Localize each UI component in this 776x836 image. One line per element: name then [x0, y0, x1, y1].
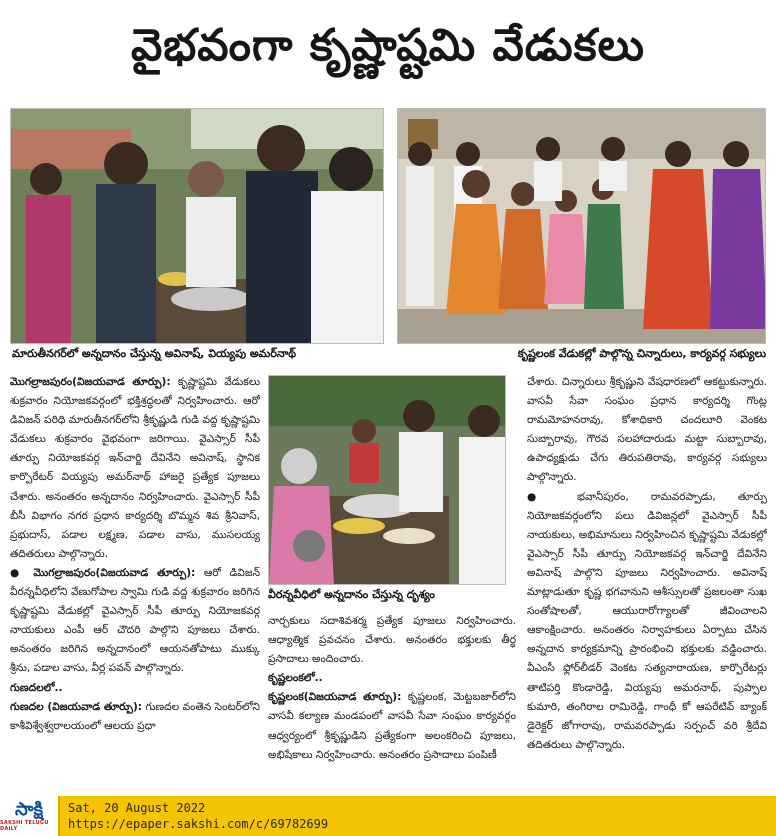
photo-krishnalanka-image — [398, 109, 766, 344]
subhead-krishnalanka: కృష్ణలంకలో.. — [268, 672, 323, 685]
left-p1-dateline: మొగల్రాజపురం(విజయవాడ తూర్పు): — [10, 376, 171, 388]
subhead-gunadala: గుణదలలో.. — [10, 681, 63, 694]
photo-marutinagar-image — [11, 109, 384, 344]
center-paragraph-1: నార్చకులు సదాశివశర్మ ప్రత్యేక పూజలు నిర్వహించారు. ఆధ్యాత్మిక ప్రవచనం చేశారు. అనంతరం భక్తులకు తీర్థ ప్రసాదాలు అందించారు. — [268, 615, 516, 666]
photo-veerannaveedhi-image — [269, 376, 506, 585]
center-p3-text: కృష్ణలంక, మెట్టబజార్‌లోని వాసవీ కల్యాణ మండపంలో వాసవీ సేవా సంఘం కార్యవర్గం ఆధ్వర్యంలో శ్రీకృష్ణుడిని ప్రత్యేకంగా అలంకరించి పూజలు, అభిషేకాలు నిర్వహించారు. అనంతరం ప్రసాదాలు పంపిణీ — [268, 691, 516, 761]
sakshi-logo-text: సాక్షి — [15, 799, 43, 820]
left-paragraph-2 — [10, 564, 260, 679]
photo-marutinagar — [10, 108, 384, 344]
sakshi-logo[interactable] — [0, 796, 60, 836]
center-paragraph-3 — [268, 688, 516, 764]
photo-veerannaveedhi — [268, 375, 506, 585]
left-paragraph-1 — [10, 373, 260, 564]
caption-right-photo: కృష్ణలంక వేడుకల్లో పాల్గొన్న చిన్నారులు, కార్యవర్గ సభ్యులు — [517, 347, 766, 360]
left-paragraph-4 — [10, 698, 260, 736]
left-p1-text: కృష్ణాష్టమి వేడుకలు శుక్రవారం నియోజకవర్గంలో భక్తిశ్రద్ధలతో నిర్వహించారు. ఆరో డివిజన్‌ పరిధి మారుతీనగర్‌లోని శ్రీకృష్ణుడి గుడి వద్ద కృష్ణాష్టమి వేడుకలు శుక్రవారం వైభవంగా జరిగాయి. వైఎస్సార్‌ సీపీ తూర్పు నియోజకవర్గ ఇన్‌చార్జి దేవినేని అవినాష్‌, స్థానిక కార్పొరేటర్‌ వియ్యపు అమర్‌నాథ్‌ హాజరై ప్రత్యేక పూజలు చేశారు. అనంతరం అన్నదానం నిర్వహించారు. వైఎస్సార్‌ సీపీ బీసీ విభాగం నగర ప్రధాన కార్యదర్శి బొమ్మన శివ శ్రీనివాస్‌, ప్రభుదాస్‌, పడాల లక్ష్మణ, పడాల వాసు, ముసలయ్య తదితరులు పాల్గొన్నారు. — [10, 376, 260, 560]
photo-krishnalanka — [397, 108, 766, 344]
bullet-icon: ● — [10, 566, 25, 579]
right-paragraph-1: చేశారు. చిన్నారులు శ్రీకృష్ణుని వేషధారణలో ఆకట్టుకున్నారు. వాసవీ సేవా సంఘం ప్రధాన కార్యదర్శి గొంట్ల రామమోహనరావు, కోశాధికారి చందలూరి వెంకట సుబ్బారావు, గౌరవ సలహాదారుడు మట్టా సుబ్బారావు, ఉపాధ్యక్షుడు చేగు తిరుపతిరావు, కార్యవర్గ సభ్యులు పాల్గొన్నారు. — [527, 376, 767, 484]
left-p4-text: గుణదల వంతెన సెంటర్‌లోని కాశీవిశ్వేశ్వరాలయంలో ఆలయ ప్రధా — [10, 700, 260, 732]
headline: వైభవంగా కృష్ణాష్టమి వేడుకలు — [131, 20, 645, 71]
left-p2-text: ఆరో డివిజన్‌ వీరన్నవీధిలోని వేణుగోపాల స్వామి గుడి వద్ద శుక్రవారం జరిగిన కృష్ణాష్టమి వేడుకల్లో వైఎస్సార్‌ సీపీ తూర్పు నియోజకవర్గ నాయకులు ఎంపీ ఆర్‌ చౌదరి పాల్గొని పూజలు చేశారు. అనంతరం జరిగిన అన్నదానంలో ఆయనతోపాటు ముక్కు శ్రీను, పడాల వాసు, వీర్ల పవన్‌ పాల్గొన్నారు. — [10, 566, 260, 675]
footer-date: Sat, 20 August 2022 — [68, 801, 206, 815]
footer-info — [60, 800, 328, 832]
right-p2-text: భవానీపురం, రామవరప్పాడు, తూర్పు నియోజకవర్గంలోని పలు డివిజన్లలో వైఎస్సార్‌ సీపీ నాయకులు, అభిమానులు నిర్వహించిన కృష్ణాష్టమి వేడుకల్లో వైఎస్సార్‌ సీపీ తూర్పు నియోజకవర్గ ఇన్‌చార్జి దేవినేని అవినాష్‌ పాల్గొని పూజలు నిర్వహించారు. అవినాష్‌ మాట్లాడుతూ కృష్ణ భగవానుని ఆశీస్సులతో ప్రజలంతా సుఖ సంతోషాలతో, ఆయురారోగ్యాలతో జీవించాలని ఆకాంక్షించారు. అనంతరం నిర్వాహకులు ఏర్పాటు చేసిన అన్నదాన కార్యక్రమాన్ని ప్రారంభించి భక్తులకు వడ్డించారు. వీఎంసీ ఫ్లోర్‌లీడర్‌ వెంకట సత్యనారాయణ, కార్పొరేటర్లు తాటిపర్తి కొండారెడ్డి, వియ్యపు అమరనాథ్‌, పుప్పాల కుమారి, తంగిరాల రామిరెడ్డి, గాంధీ కో ఆపరేటివ్‌ బ్యాంక్‌ డైరెక్టర్‌ జోగారావు, రామవరప్పాడు సర్పంచ్‌ వరి శ్రీదేవి తదితరులు పాల్గొన్నారు. — [527, 490, 767, 751]
left-p4-dateline: గుణదల (విజయవాడ తూర్పు): — [10, 700, 143, 713]
epaper-footer — [0, 796, 776, 836]
left-p2-dateline: మొగల్రాజపురం(విజయవాడ తూర్పు): — [24, 566, 196, 579]
column-center — [268, 612, 516, 794]
column-right — [527, 373, 767, 793]
column-left — [10, 373, 260, 793]
right-paragraph-2 — [527, 488, 767, 755]
center-p3-dateline: కృష్ణలంక(విజయవాడ తూర్పు): — [268, 691, 402, 704]
caption-center-photo: వీరన్నవీధిలో అన్నదానం చేస్తున్న దృశ్యం — [268, 588, 435, 601]
sakshi-logo-tagline: SAKSHI TELUGU DAILY — [0, 820, 49, 832]
bullet-icon: ● — [527, 490, 555, 503]
caption-left-photo: మారుతీనగర్‌లో అన్నదానం చేస్తున్న అవినాష్‌, వియ్యపు అమర్‌నాథ్‌ — [12, 347, 297, 360]
footer-url[interactable]: https://epaper.sakshi.com/c/69782699 — [68, 817, 329, 831]
